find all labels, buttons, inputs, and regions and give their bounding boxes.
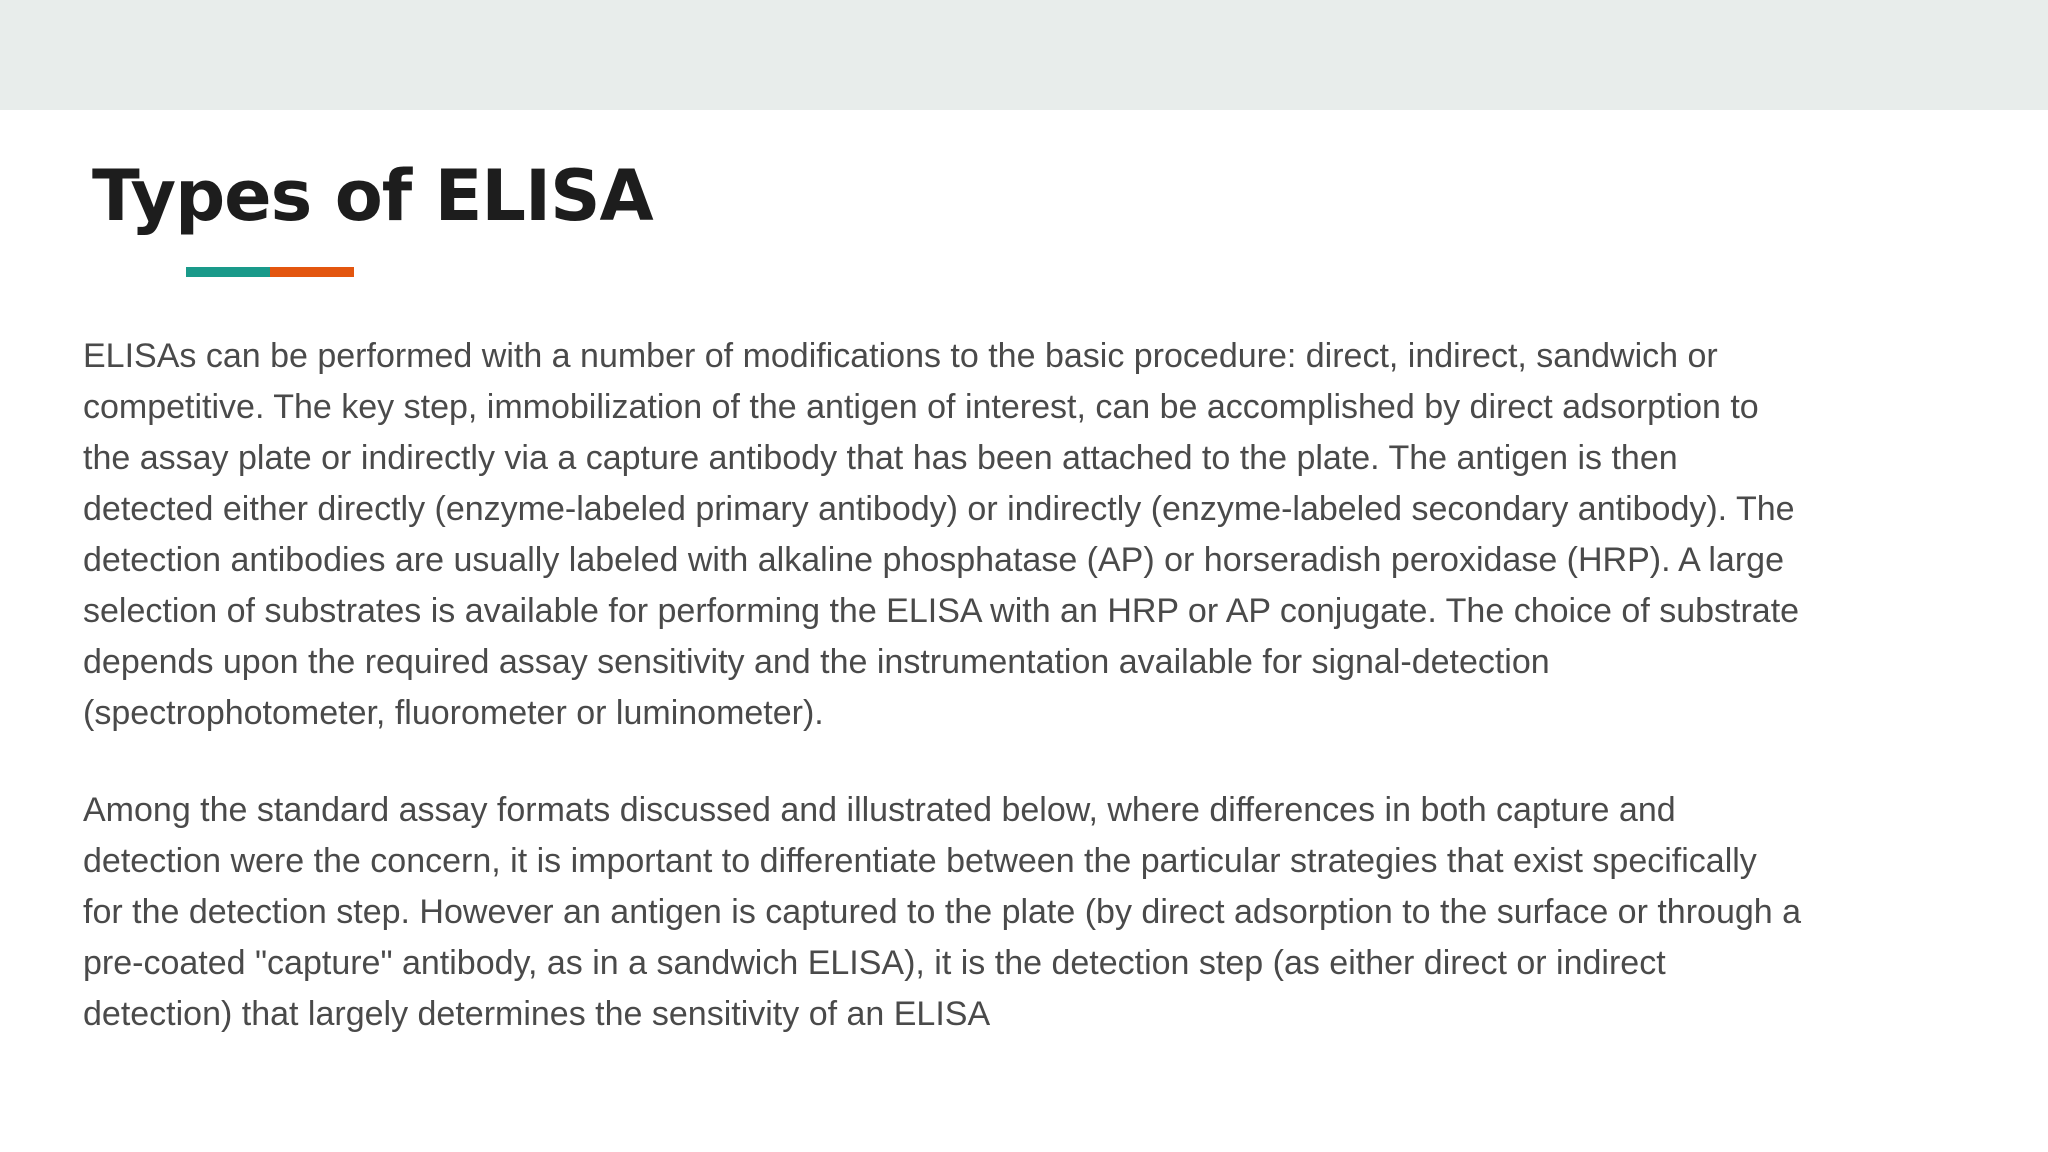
paragraph-detection: Among the standard assay formats discussed and illustrated below, where differences in both capture and detection were the concern, it is important to differentiate between the particular strategies that exist specifically for the detection step. However an antigen is captured to the plate (by direct adsorption to the surface or through a pre-coated "capture" antibody, as in a sandwich ELISA), it is the detection step (as either direct or indirect detection) that largely determines the sensitivity of an ELISA	[83, 791, 1802, 1033]
title-accent-bar	[186, 267, 354, 277]
accent-orange-segment	[270, 267, 354, 277]
accent-teal-segment	[186, 267, 270, 277]
slide-title: Types of ELISA	[92, 155, 653, 237]
header-band	[0, 0, 2048, 110]
paragraph-intro: ELISAs can be performed with a number of modifications to the basic procedure: direct, indirect, sandwich or competitive. The key step, immobilization of the antigen of interest, can be accomplished by direct adsorption to the assay plate or indirectly via a capture antibody that has been attached to the plate. The antigen is then detected either directly (enzyme-labeled primary antibody) or indirectly (enzyme-labeled secondary antibody). The detection antibodies are usually labeled with alkaline phosphatase (AP) or horseradish peroxidase (HRP). A large selection of substrates is available for performing the ELISA with an HRP or AP conjugate. The choice of substrate depends upon the required assay sensitivity and the instrumentation available for signal-detection (spectrophotometer, fluorometer or luminometer).	[83, 337, 1800, 732]
